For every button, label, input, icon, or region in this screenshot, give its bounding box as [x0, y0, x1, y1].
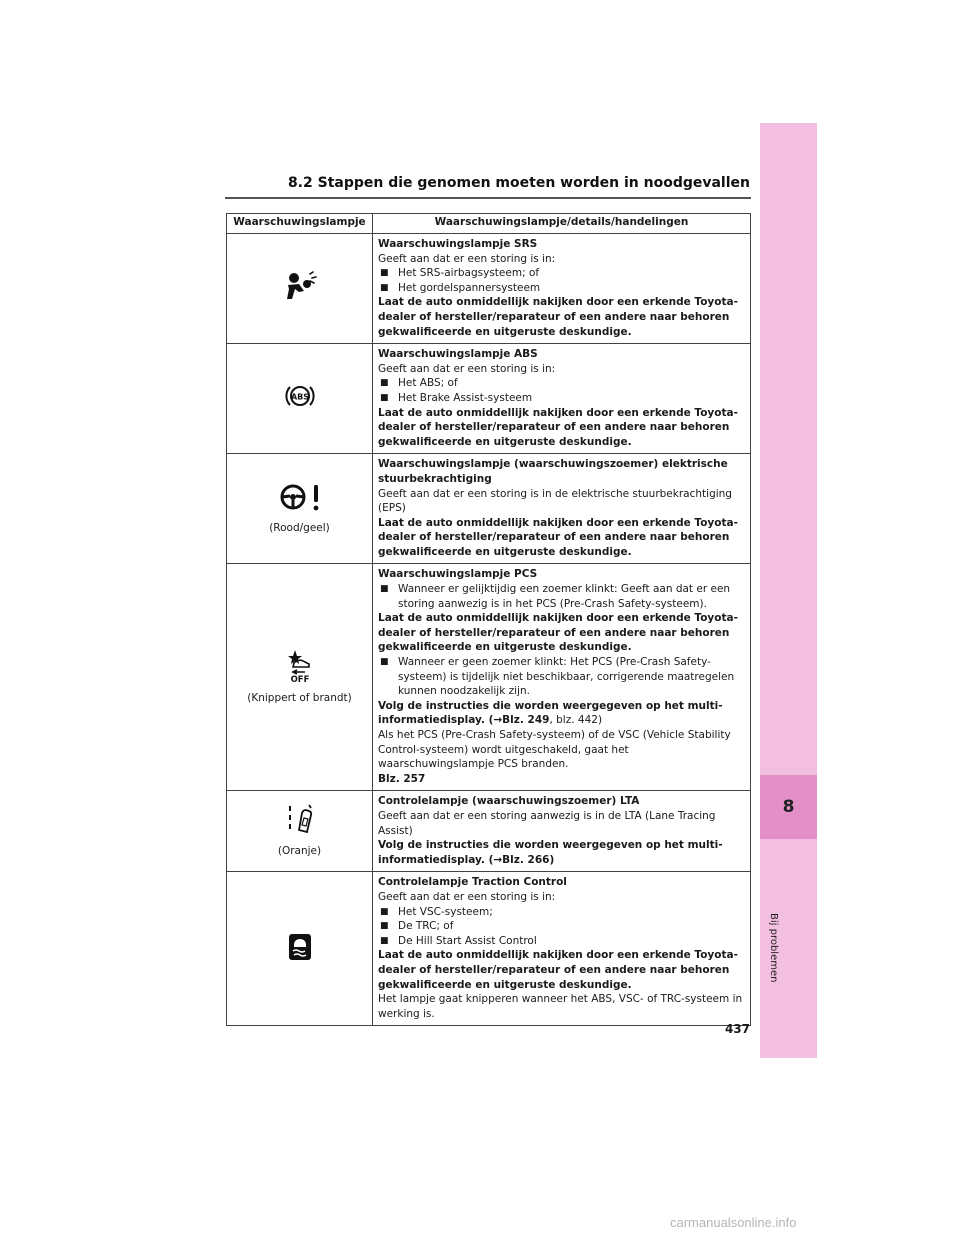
table-row-pcs — [227, 564, 751, 791]
watermark: carmanualsonline.info — [670, 1215, 797, 1230]
trc-action: Laat de auto onmiddellijk nakijken door een erkende Toyota-dealer of hersteller/reparateur of een andere naar behoren gekwalificeerde en uitgeruste deskundige. — [378, 949, 738, 991]
srs-title: Waarschuwingslampje SRS — [378, 238, 538, 250]
srs-bullet-1: ■ Het SRS-airbagsysteem; of — [378, 266, 745, 281]
table-row-lta — [227, 791, 751, 872]
pcs-title: Waarschuwingslampje PCS — [378, 568, 538, 581]
traction-control-icon — [288, 933, 312, 966]
srs-intro: Geeft aan dat er een storing is in: — [378, 252, 556, 265]
pcs-action-2: Volg de instructies die worden weergegeven op het multi-informatiedisplay. (→Blz. 249, blz. 442) — [378, 699, 723, 727]
trc-bullet-2: ■ De TRC; of — [378, 919, 745, 934]
pcs-note: Als het PCS (Pre-Crash Safety-systeem) of de VSC (Vehicle Stability Control-systeem) wordt uitgeschakeld, gaat het waarschuwingslampje PCS branden. — [378, 729, 731, 771]
pcs-bullet-1: ■ Wanneer er gelijktijdig een zoemer klinkt: Geeft aan dat er een storing aanwezig is in het PCS (Pre-Crash Safety-systeem). — [378, 582, 745, 611]
chapter-label: Bij problemen — [768, 913, 779, 983]
pcs-ref-2[interactable]: Blz. 257 — [378, 772, 426, 785]
table-row-srs — [227, 234, 751, 344]
pcs-ref-link[interactable]: Blz. 249 — [502, 714, 550, 727]
eps-title: Waarschuwingslampje (waarschuwingszoemer) elektrische stuurbekrachtiging — [378, 458, 728, 485]
page-number: 437 — [724, 1022, 750, 1036]
trc-bullet-3: ■ De Hill Start Assist Control — [378, 934, 745, 949]
svg-text:ABS: ABS — [290, 392, 309, 402]
pcs-off-icon — [285, 649, 315, 688]
abs-title: Waarschuwingslampje ABS — [378, 348, 538, 361]
table-row-trc — [227, 872, 751, 1026]
section-title: 8.2 Stappen die genomen moeten worden in noodgevallen — [287, 175, 750, 191]
lta-lane-icon — [285, 804, 315, 841]
steering-warning-icon — [278, 482, 322, 517]
pcs-caption: (Knippert of brandt) — [247, 692, 352, 705]
trc-bullet-1: ■ Het VSC-systeem; — [378, 905, 745, 920]
table-row-abs — [227, 344, 751, 454]
column-header-details: Waarschuwingslampje/details/handelingen — [373, 214, 751, 234]
abs-action: Laat de auto onmiddellijk nakijken door een erkende Toyota-dealer of hersteller/reparateur of een andere naar behoren gekwalificeerde en uitgeruste deskundige. — [378, 406, 738, 448]
pcs-action-1: Laat de auto onmiddellijk nakijken door een erkende Toyota-dealer of hersteller/reparateur of een andere naar behoren gekwalificeerde en uitgeruste deskundige. — [378, 612, 738, 654]
chapter-side-tab — [760, 123, 817, 1058]
eps-action: Laat de auto onmiddellijk nakijken door een erkende Toyota-dealer of hersteller/reparateur of een andere naar behoren gekwalificeerde en uitgeruste deskundige. — [378, 516, 738, 558]
abs-bullet-2: ■ Het Brake Assist-systeem — [378, 391, 745, 406]
trc-title: Controlelampje Traction Control — [378, 876, 567, 889]
srs-action: Laat de auto onmiddellijk nakijken door een erkende Toyota-dealer of hersteller/reparateur of een andere naar behoren gekwalificeerde en uitgeruste deskundige. — [378, 296, 738, 338]
column-header-light: Waarschuwingslampje — [227, 214, 373, 234]
abs-icon — [285, 383, 315, 414]
lta-intro: Geeft aan dat er een storing aanwezig is in de LTA (Lane Tracing Assist) — [378, 809, 716, 837]
svg-text:OFF: OFF — [290, 674, 309, 683]
abs-bullet-1: ■ Het ABS; of — [378, 376, 745, 391]
warning-lights-table — [226, 213, 751, 1026]
lta-action: Volg de instructies die worden weergegeven op het multi-informatiedisplay. (→Blz. 266) — [378, 839, 723, 866]
eps-caption: (Rood/geel) — [269, 521, 330, 534]
pcs-bullet-2: ■ Wanneer er geen zoemer klinkt: Het PCS (Pre-Crash Safety-systeem) is tijdelijk niet beschikbaar, corrigerende maatregelen kunnen noodzakelijk zijn. — [378, 655, 745, 699]
table-row-eps — [227, 454, 751, 564]
chapter-number: 8 — [760, 775, 817, 839]
lta-title: Controlelampje (waarschuwingszoemer) LTA — [378, 795, 640, 808]
lta-ref-link[interactable]: Blz. 266 — [502, 853, 550, 866]
trc-note: Het lampje gaat knipperen wanneer het ABS, VSC- of TRC-systeem in werking is. — [378, 993, 743, 1020]
srs-airbag-icon — [283, 271, 317, 306]
trc-intro: Geeft aan dat er een storing is in: — [378, 890, 556, 903]
eps-intro: Geeft aan dat er een storing is in de elektrische stuurbekrachtiging (EPS) — [378, 487, 732, 515]
header-divider — [225, 197, 751, 199]
lta-caption: (Oranje) — [277, 845, 322, 858]
srs-bullet-2: ■ Het gordelspannersysteem — [378, 281, 745, 296]
abs-intro: Geeft aan dat er een storing is in: — [378, 362, 556, 375]
